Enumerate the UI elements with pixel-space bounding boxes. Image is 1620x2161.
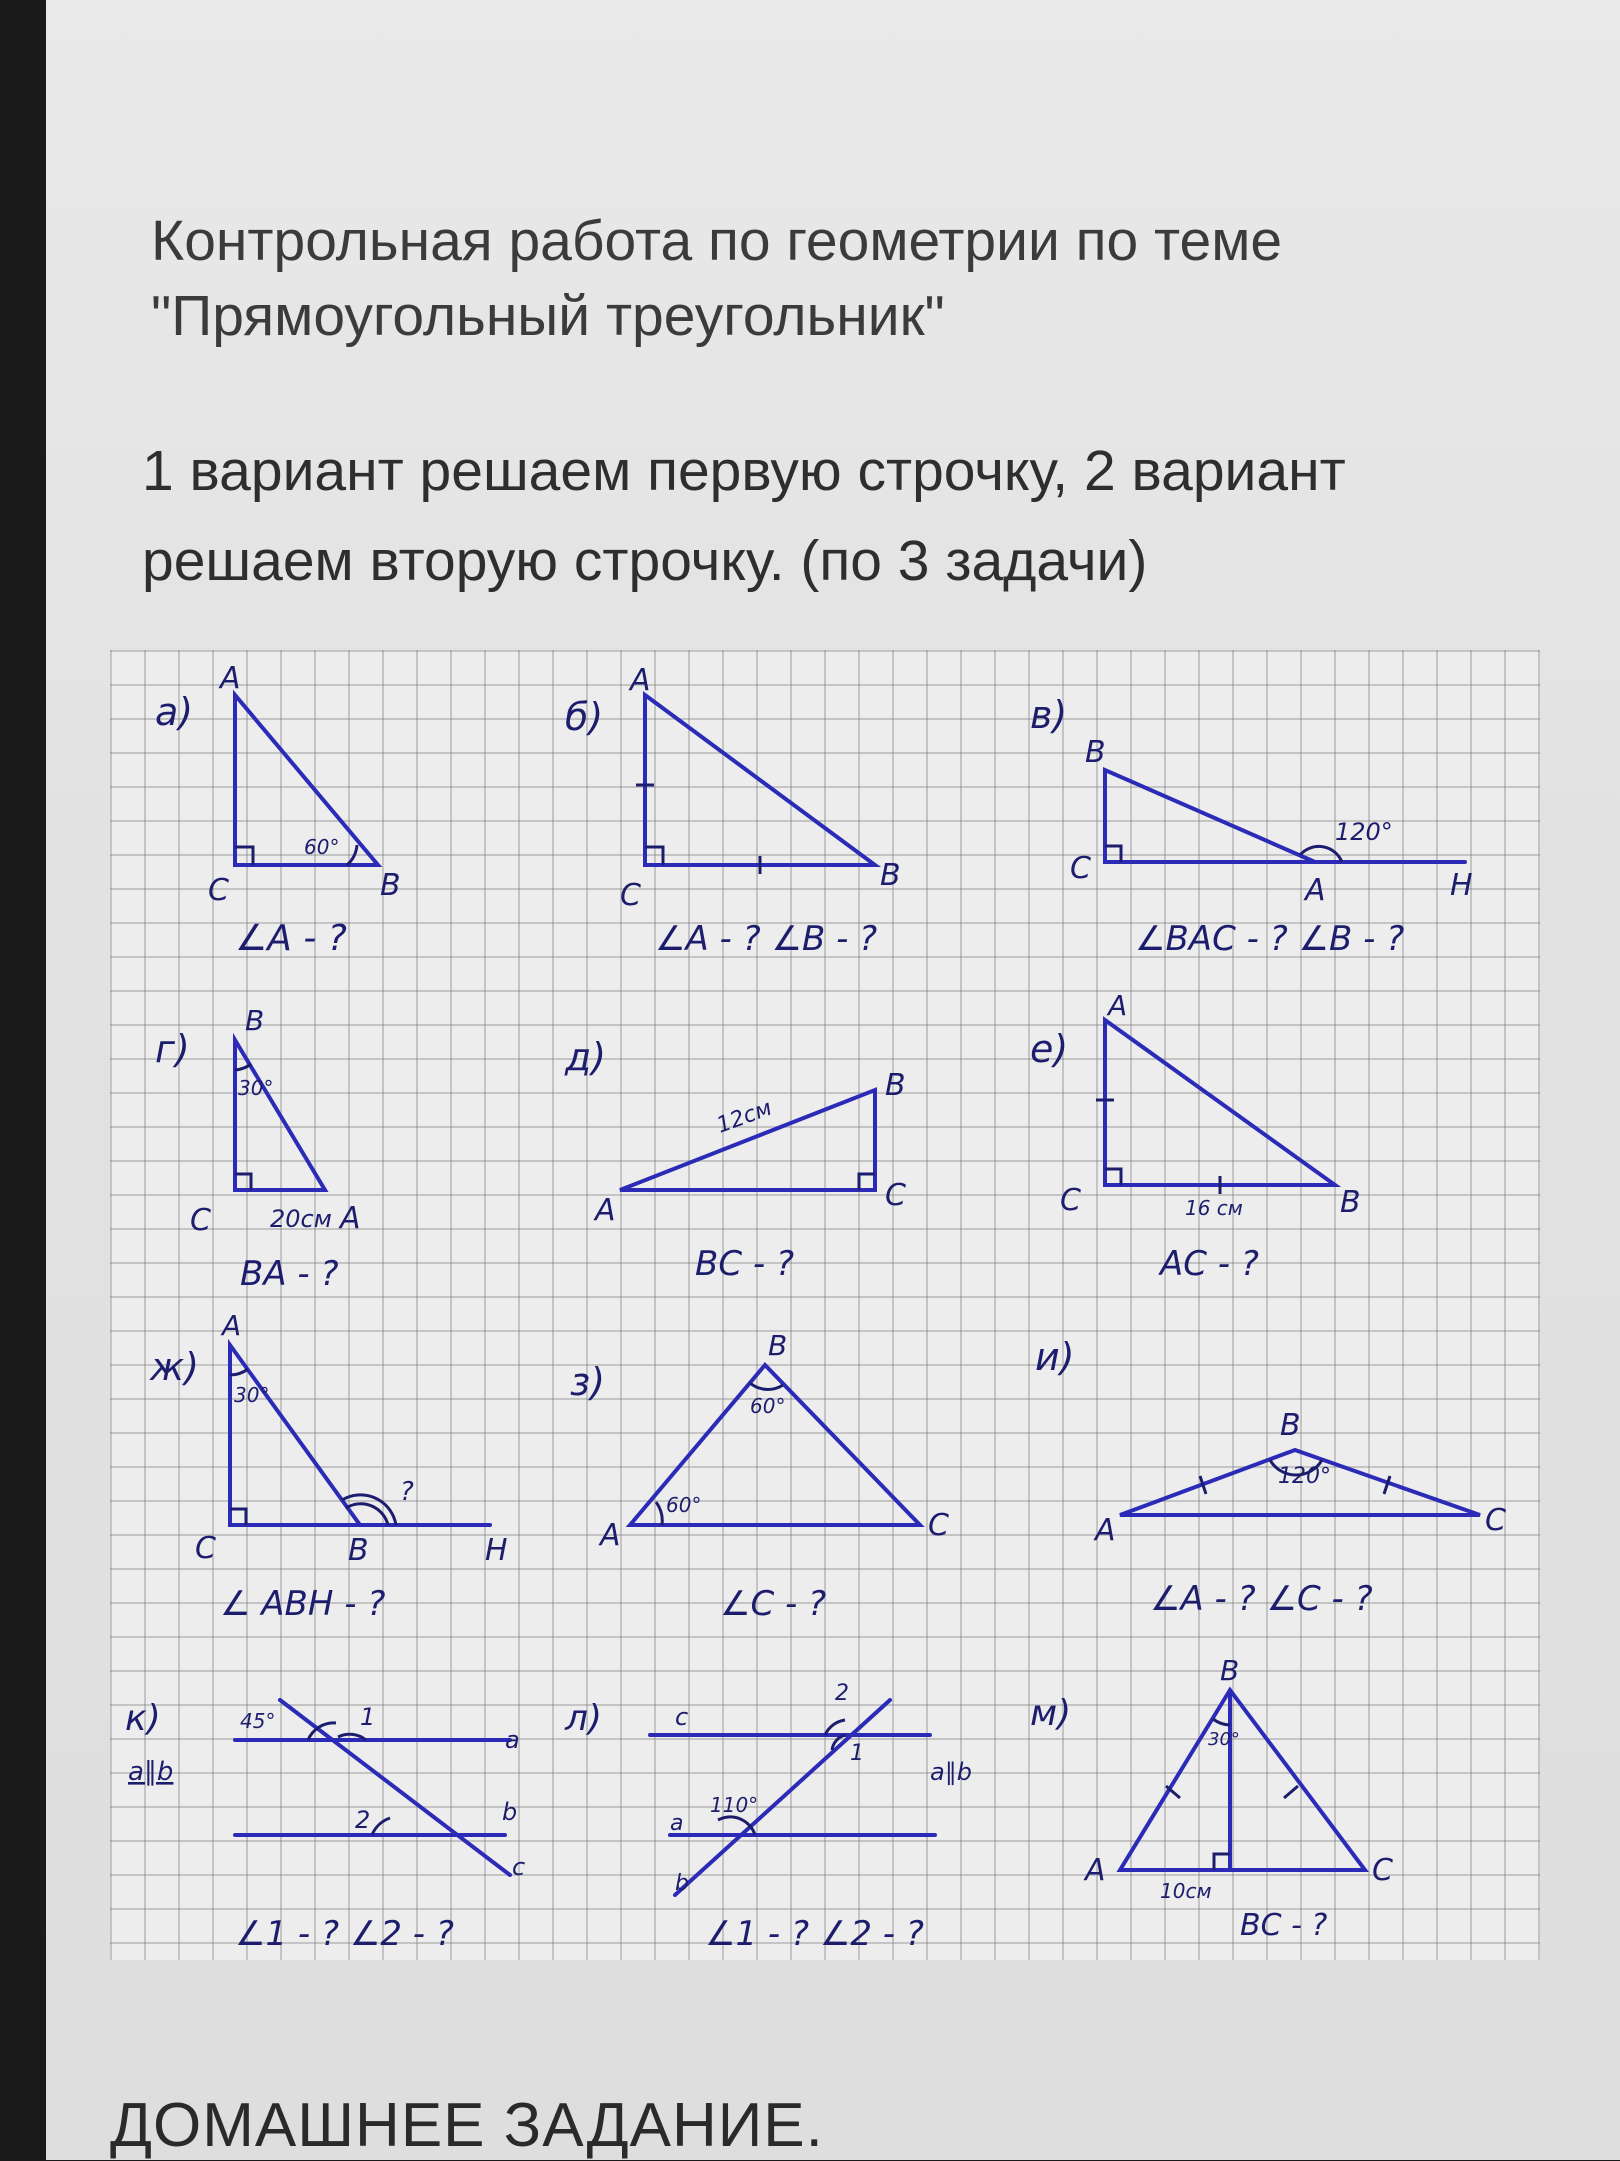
label-a-A: А <box>220 661 241 696</box>
label-e-C: С <box>1060 1183 1081 1218</box>
label-z-B: В <box>768 1329 788 1362</box>
triangle-m <box>1120 1690 1365 1870</box>
problem-d-tag: д) <box>565 1035 607 1079</box>
label-g-B: В <box>245 1004 265 1037</box>
question-a: ∠А - ? <box>235 918 347 959</box>
label-b-C: С <box>620 878 641 913</box>
label-m-A: А <box>1085 1853 1106 1888</box>
question-i: ∠А - ? ∠С - ? <box>1150 1579 1373 1619</box>
label-zh-unknown: ? <box>400 1477 414 1507</box>
problem-v <box>1030 693 1473 959</box>
label-g-angle: 30° <box>238 1076 274 1100</box>
label-v-B: В <box>1085 735 1106 770</box>
problem-m <box>1030 1654 1393 1943</box>
problem-a-tag: а) <box>155 690 194 734</box>
label-k-a: a <box>505 1726 520 1754</box>
label-i-angle: 120° <box>1278 1464 1331 1489</box>
problem-b-tag: б) <box>565 695 604 739</box>
label-v-C: С <box>1070 851 1091 886</box>
homework-heading: ДОМАШНЕЕ ЗАДАНИЕ. <box>110 2091 824 2160</box>
label-b-A: А <box>630 663 651 698</box>
problem-m-tag: м) <box>1030 1693 1072 1734</box>
label-g-A: А <box>340 1201 361 1236</box>
label-l-c: c <box>675 1703 689 1731</box>
problem-zh-tag: ж) <box>150 1345 200 1389</box>
label-v-H: Н <box>1450 868 1473 903</box>
triangle-v <box>1105 770 1465 862</box>
problem-a <box>155 661 401 959</box>
question-l: ∠1 - ? ∠2 - ? <box>705 1914 924 1954</box>
question-z: ∠С - ? <box>720 1584 827 1624</box>
label-m-angle: 30° <box>1208 1729 1240 1750</box>
label-v-angle: 120° <box>1335 818 1393 846</box>
label-zh-angle: 30° <box>234 1383 270 1407</box>
page-title-line-2: "Прямоугольный треугольник" <box>151 284 945 348</box>
triangle-g <box>235 1040 325 1190</box>
problem-i <box>1035 1335 1506 1619</box>
label-v-A: А <box>1305 873 1326 908</box>
label-e-B: В <box>1340 1185 1361 1220</box>
label-d-A: А <box>595 1193 616 1228</box>
triangle-zh <box>230 1345 490 1525</box>
label-g-side: 20см <box>270 1205 332 1233</box>
problem-l <box>564 1681 972 1954</box>
question-k: ∠1 - ? ∠2 - ? <box>235 1914 454 1954</box>
problem-k <box>125 1698 525 1954</box>
label-m-C: С <box>1372 1853 1393 1888</box>
label-k-b: b <box>502 1798 518 1826</box>
label-a-angle: 60° <box>304 835 340 859</box>
label-d-C: С <box>885 1178 906 1213</box>
label-zh-H: Н <box>485 1533 508 1568</box>
triangle-e <box>1105 1020 1335 1185</box>
label-e-A: А <box>1108 989 1128 1022</box>
label-l-angle: 110° <box>710 1793 759 1817</box>
question-e: АС - ? <box>1160 1244 1259 1284</box>
label-m-side: 10см <box>1160 1879 1212 1903</box>
label-l-1: 1 <box>850 1741 864 1766</box>
question-m: ВС - ? <box>1240 1908 1328 1943</box>
label-b-B: В <box>880 858 901 893</box>
label-l-b: b <box>675 1871 689 1896</box>
problem-g-tag: г) <box>155 1027 190 1071</box>
problem-k-note: a∥b <box>128 1757 174 1787</box>
label-k-2: 2 <box>355 1806 371 1834</box>
label-k-c: c <box>512 1853 526 1881</box>
label-z-A: А <box>600 1518 621 1553</box>
instructions-line-2: решаем вторую строчку. (по 3 задачи) <box>142 529 1148 593</box>
page-title-line-1: Контрольная работа по геометрии по теме <box>151 209 1283 273</box>
question-b: ∠А - ? ∠В - ? <box>655 919 878 959</box>
problem-e <box>1030 989 1361 1284</box>
label-zh-B: В <box>348 1533 369 1568</box>
problem-l-tag: л) <box>565 1698 603 1739</box>
label-z-angle-B: 60° <box>750 1394 786 1418</box>
problem-z <box>570 1329 949 1624</box>
label-k-1: 1 <box>360 1703 376 1731</box>
label-z-C: С <box>928 1508 949 1543</box>
label-a-B: В <box>380 868 401 903</box>
problem-v-tag: в) <box>1030 693 1068 737</box>
triangle-b <box>645 695 875 865</box>
label-e-side: 16 см <box>1185 1196 1243 1220</box>
label-d-side: 12см <box>713 1095 776 1139</box>
parallel-lines-l <box>650 1700 935 1895</box>
label-i-B: В <box>1280 1408 1301 1443</box>
problem-k-tag: к) <box>125 1698 161 1739</box>
worksheet-image <box>110 650 1540 1960</box>
label-l-a: a <box>670 1811 684 1836</box>
label-g-C: С <box>190 1203 211 1238</box>
label-d-B: В <box>885 1068 906 1103</box>
label-z-angle-A: 60° <box>666 1493 702 1517</box>
instructions-line-1: 1 вариант решаем первую строчку, 2 вариант <box>142 439 1346 503</box>
question-g: ВА - ? <box>240 1254 339 1294</box>
label-i-C: С <box>1485 1503 1506 1538</box>
label-k-angle: 45° <box>240 1709 276 1733</box>
label-l-note: a∥b <box>930 1758 972 1786</box>
question-zh: ∠ АВН - ? <box>220 1584 386 1624</box>
problem-d <box>564 1035 906 1284</box>
problem-g <box>155 1004 361 1294</box>
question-v: ∠ВАС - ? ∠В - ? <box>1135 919 1405 959</box>
problem-z-tag: з) <box>570 1360 606 1404</box>
label-m-B: В <box>1220 1654 1240 1687</box>
problem-zh <box>149 1309 508 1624</box>
problem-e-tag: е) <box>1030 1027 1069 1071</box>
label-a-C: С <box>208 873 229 908</box>
label-zh-A: А <box>222 1309 242 1342</box>
label-i-A: А <box>1095 1513 1116 1548</box>
problem-i-tag: и) <box>1035 1335 1075 1379</box>
problem-b <box>565 663 901 959</box>
label-l-2: 2 <box>835 1681 849 1706</box>
label-zh-C: С <box>195 1531 216 1566</box>
question-d: ВС - ? <box>695 1244 794 1284</box>
